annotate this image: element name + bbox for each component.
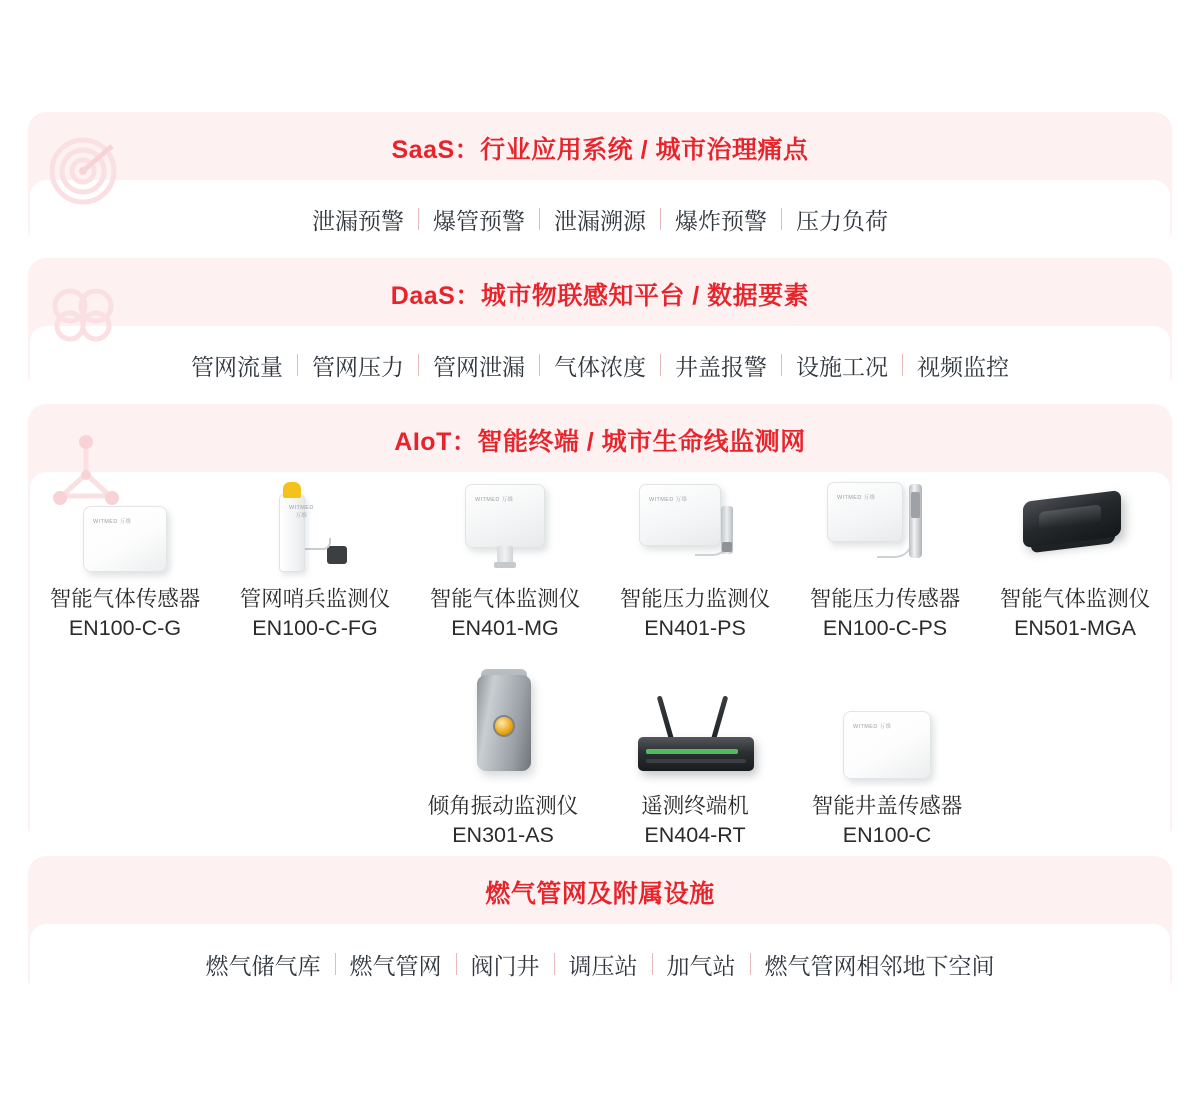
chip-item[interactable]: 燃气管网 [349,952,442,979]
device-model: EN404-RT [644,822,746,844]
device-name: 智能压力传感器 [809,587,961,611]
device-grid-row-1 [30,472,1170,643]
device-name: 智能压力监测仪 [619,587,771,611]
chip-item[interactable]: 压力负荷 [796,207,888,234]
layer-aiot [28,404,1172,844]
device-name: 智能气体监测仪 [429,587,581,611]
device-probe-part [721,506,733,554]
chip-item[interactable]: 爆炸预警 [675,207,767,234]
chip-row-saas [30,180,1170,246]
layer-title-prefix: DaaS： [390,282,481,310]
chip-row-pipes [30,924,1170,996]
device-card[interactable] [407,669,599,844]
chip-item[interactable]: 加气站 [666,952,736,979]
device-model: EN401-PS [644,615,746,640]
chip-item[interactable]: 管网压力 [312,353,404,380]
chip-item[interactable]: 气体浓度 [554,353,646,380]
device-image-pressure-sensor-100 [790,480,980,572]
device-brand-label: WITMED 万维 [93,519,132,525]
layer-title-pipes [28,856,1172,910]
chip-item[interactable]: 泄漏预警 [312,207,404,234]
chip-item[interactable]: 调压站 [568,952,638,979]
device-card[interactable] [790,480,980,643]
device-brand-label: WITMED 万维 [475,497,514,503]
chip-item[interactable]: 燃气储气库 [205,952,321,979]
device-image-tilt-vibration [407,669,599,779]
device-body-part [279,494,314,572]
layer-title-main: 行业应用系统 / 城市治理痛点 [480,136,809,164]
chip-item[interactable]: 设施工况 [796,353,888,380]
device-model: EN100-C-PS [822,615,948,640]
chip-item[interactable]: 管网泄漏 [433,353,525,380]
network-node-icon [46,430,126,513]
device-card[interactable] [410,480,600,643]
device-cap-part [283,482,301,498]
layer-daas [28,258,1172,392]
layer-title-main: 智能终端 / 城市生命线监测网 [477,428,806,456]
layer-title-prefix: AIoT： [394,428,478,456]
layer-title-prefix: SaaS： [391,136,481,164]
layer-title-daas [28,258,1172,312]
chip-row-daas [30,326,1170,392]
layer-saas [28,112,1172,246]
device-model: EN100-C-FG [252,615,378,640]
layer-title-aiot [28,404,1172,458]
layer-body-pipes [30,924,1170,996]
device-body-part [465,484,545,548]
chip-item[interactable]: 阀门井 [470,952,540,979]
device-card[interactable] [600,480,790,643]
device-model: EN401-MG [451,615,559,640]
chip-item[interactable]: 泄漏溯源 [554,207,646,234]
device-name: 智能井盖传感器 [811,793,963,818]
device-name: 智能气体监测仪 [999,587,1151,611]
device-name: 遥测终端机 [641,793,749,818]
device-brand-label: WITMED 万维 [837,495,876,501]
chip-item[interactable]: 燃气管网相邻地下空间 [764,952,995,979]
device-sensor-stub [497,546,513,568]
device-brand-label: WITMED 万维 [649,497,688,503]
infinity-icon [46,284,120,349]
device-card[interactable] [980,480,1170,643]
device-image-pressure-monitor-401 [600,480,790,572]
device-image-manhole-sensor [791,669,983,779]
device-lens-part [493,715,515,737]
layer-gas-pipeline [28,856,1172,996]
device-brand-label: WITMED 万维 [853,723,892,730]
layer-title-main: 城市物联感知平台 / 数据要素 [480,282,810,310]
device-probe-part [909,484,922,558]
device-wire-part [303,538,331,550]
layer-body-saas [30,180,1170,246]
device-model: EN100-C [842,822,932,844]
device-model: EN501-MGA [1014,615,1136,640]
chip-item[interactable]: 爆管预警 [433,207,525,234]
layer-title-main: 燃气管网及附属设施 [485,880,715,908]
device-card[interactable] [220,480,410,643]
device-plug-part [327,546,347,564]
device-name: 管网哨兵监测仪 [239,587,391,611]
device-body-part [638,737,754,771]
device-image-gas-monitor-401 [410,480,600,572]
device-model: EN301-AS [452,822,554,844]
device-name: 倾角振动监测仪 [427,793,579,818]
chip-item[interactable]: 井盖报警 [675,353,767,380]
device-card[interactable] [599,669,791,844]
layer-title-saas [28,112,1172,166]
device-brand-label: WITMED 万维 [289,505,314,519]
device-cable-part [877,524,913,558]
device-image-pipeline-sentry [220,480,410,572]
layer-body-daas [30,326,1170,392]
device-model: EN100-C-G [68,615,182,640]
target-icon [46,134,120,213]
device-card[interactable] [791,669,983,844]
chip-item[interactable]: 管网流量 [191,353,283,380]
device-grid-row-2 [30,661,1170,844]
chip-item[interactable]: 视频监控 [917,353,1009,380]
layer-body-aiot [30,472,1170,844]
device-name: 智能气体传感器 [49,587,201,611]
device-image-telemetry-terminal [599,669,791,779]
device-image-gas-monitor-501 [980,480,1170,572]
